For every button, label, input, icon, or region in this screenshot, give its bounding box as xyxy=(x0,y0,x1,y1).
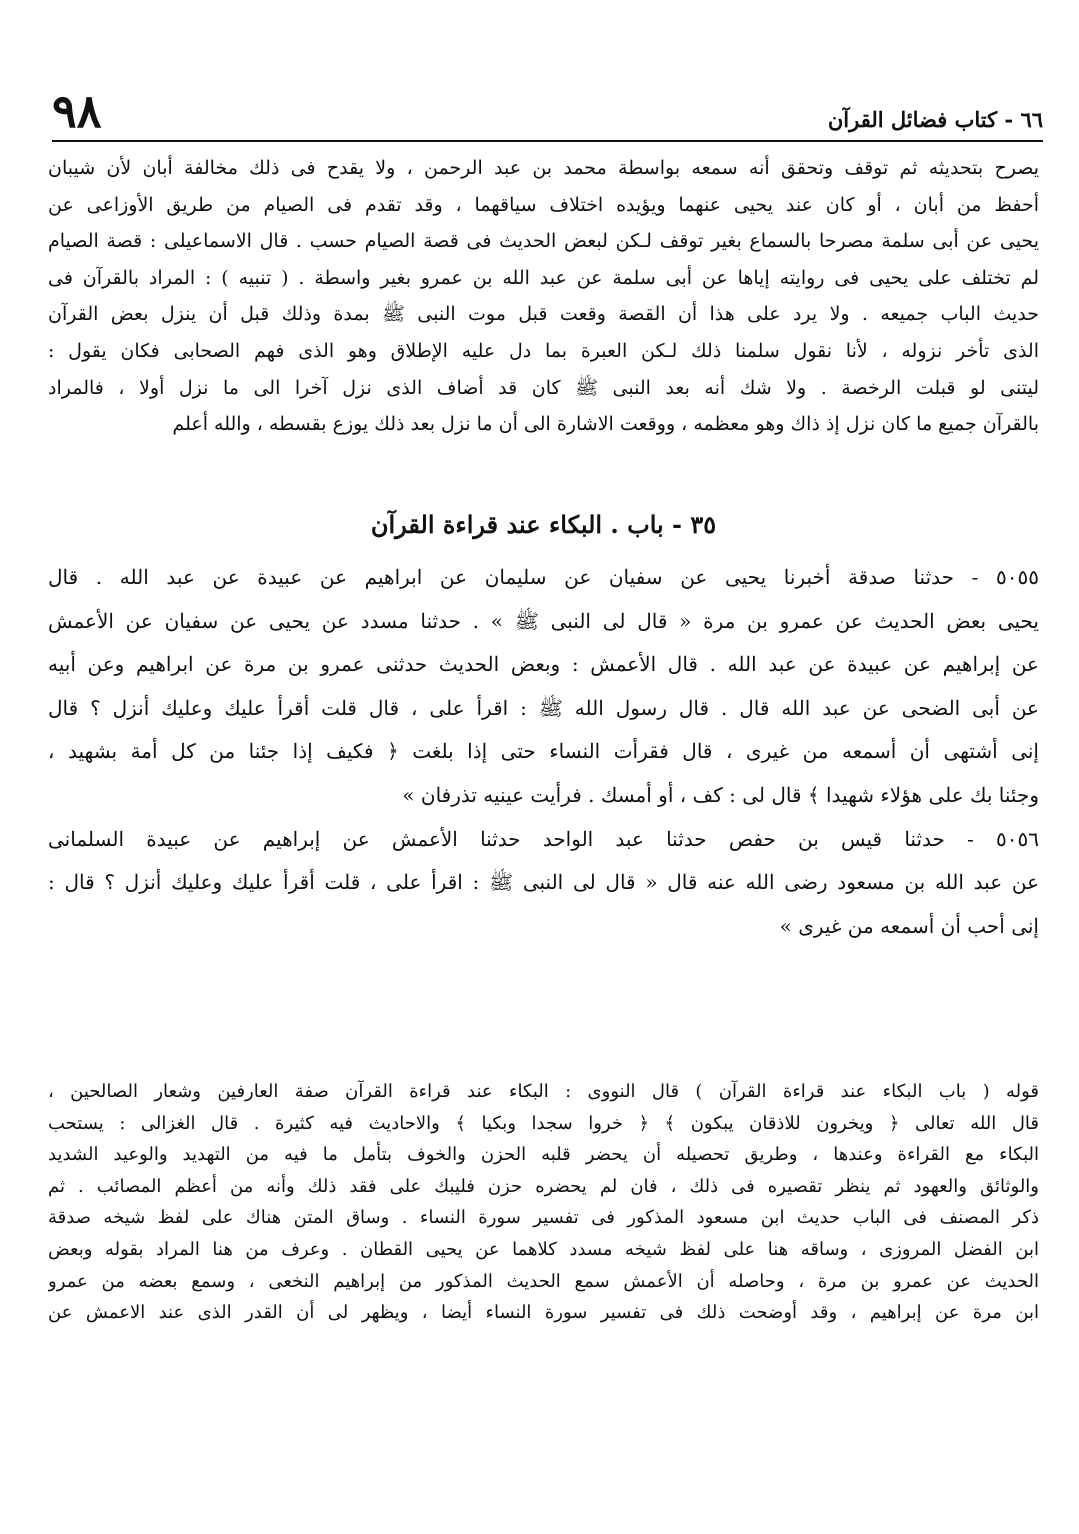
text-line: ذكر المصنف فى الباب حديث ابن مسعود المذكور فى تفسير سورة النساء . وساق المتن هناك على لفظ شيخه صدقة xyxy=(48,1207,1039,1229)
page-number: ٩٨ xyxy=(52,84,102,138)
text-line: وجئنا بك على هؤلاء شهيدا ﴾ قال لى : كف ، أو أمسك . فرأيت عينيه تذرفان » xyxy=(402,782,1039,807)
text-line: عن إبراهيم عن عبيدة عن عبد الله . قال الأعمش : وبعض الحديث حدثنى عمرو بن مرة عن ابراهيم وعن أبيه xyxy=(48,652,1039,677)
text-line: أحفظ من أبان ، أو كان عند يحيى عنهما ويؤيده اختلاف سياقهما ، وقد تقدم فى الصيام من طريق الأوزاعى عن xyxy=(48,193,1039,216)
running-title: ٦٦ - كتاب فضائل القرآن xyxy=(827,107,1043,132)
text-line: قوله ( باب البكاء عند قراءة القرآن ) قال النووى : البكاء عند قراءة القرآن صفة العارفين وشعار الصالحين ، xyxy=(48,1081,1039,1102)
text-line: قال الله تعالى ﴿ ويخرون للاذقان يبكون ﴾ ﴿ خروا سجدا وبكيا ﴾ والاحاديث فيه كثيرة . قال الغزالى : يستحب xyxy=(48,1112,1039,1134)
text-line: حديث الباب جميعه . ولا يرد على هذا أن القصة وقعت قبل موت النبى ﷺ بمدة وذلك قبل أن ينزل بعض القرآن xyxy=(48,303,1039,326)
text-line: لم تختلف على يحيى فى روايته إياها عن أبى سلمة عن عبد الله بن عمرو بغير واسطة . ( تنبيه ) : المراد بالقرآن فى xyxy=(48,266,1039,289)
text-line: البكاء مع القراءة وعندها ، وطريق تحصيله أن يحضر قلبه الحزن والخوف بتأمل ما فيه من التهديد والوعيد الشديد xyxy=(48,1144,1039,1166)
text-line: يصرح بتحديثه ثم توقف وتحقق أنه سمعه بواسطة محمد بن عبد الرحمن ، ولا يقدح فى ذلك مخالفة أبان لأن شيبان xyxy=(48,157,1039,179)
text-line: عن عبد الله بن مسعود رضى الله عنه قال « قال لى النبى ﷺ : اقرأ على ، قلت أقرأ عليك وعليك أنزل ؟ قال : xyxy=(48,870,1039,895)
text-line: ليتنى لو قبلت الرخصة . ولا شك أنه بعد النبى ﷺ كان قد أضاف الذى نزل آخرا الى ما نزل أولا ، فالمراد xyxy=(48,376,1039,399)
commentary-bottom xyxy=(48,1076,1039,1329)
text-line: الذى تأخر نزوله ، لأنا نقول سلمنا ذلك لـكن العبرة بما دل عليه الإطلاق وهو الذى فهم الصحابى فكان يقول : xyxy=(48,339,1039,362)
text-line: ٥٠٥٥ - حدثنا صدقة أخبرنا يحيى عن سفيان عن سليمان عن ابراهيم عن عبيدة عن عبد الله . قال xyxy=(48,565,1039,589)
text-line: ابن مرة عن إبراهيم ، وقد أوضحت ذلك فى تفسير سورة النساء أيضا ، ويظهر لى أن القدر الذى عند الاعمش عن xyxy=(48,1302,1039,1324)
chapter-heading: ٣٥ - باب . البكاء عند قراءة القرآن xyxy=(370,510,717,539)
text-line: عن أبى الضحى عن عبد الله قال . قال رسول الله ﷺ : اقرأ على ، قال قلت أقرأ عليك وعليك أنزل ؟ قال xyxy=(48,695,1039,720)
text-line: إنى أشتهى أن أسمعه من غيرى ، قال فقرأت النساء حتى إذا بلغت ﴿ فكيف إذا جئنا من كل أمة بشهيد ، xyxy=(48,739,1039,764)
text-line: يحيى بعض الحديث عن عمرو بن مرة « قال لى النبى ﷺ » . حدثنا مسدد عن يحيى عن سفيان عن الأعمش xyxy=(48,608,1039,633)
text-line: إنى أحب أن أسمعه من غيرى » xyxy=(779,913,1039,938)
commentary-top xyxy=(48,150,1039,443)
text-line: ٥٠٥٦ - حدثنا قيس بن حفص حدثنا عبد الواحد حدثنا الأعمش عن إبراهيم عن عبيدة السلمانى xyxy=(48,826,1039,851)
text-line: الحديث عن عمرو بن مرة ، وحاصله أن الأعمش سمع الحديث المذكور من إبراهيم النخعى ، وسمع بعضه من عمرو xyxy=(48,1270,1039,1292)
text-line: بالقرآن جميع ما كان نزل إذ ذاك وهو معظمه ، ووقعت الاشارة الى أن ما نزل بعد ذلك يوزع بقسطه ، والله أعلم xyxy=(172,413,1039,436)
text-line: والوثائق والعهود ثم ينظر تقصيره فى ذلك ، فان لم يحضره حزن فليبك على فقد ذلك وأنه من أعظم المصائب . ثم xyxy=(48,1175,1039,1197)
hadith-text xyxy=(48,556,1039,948)
text-line: يحيى عن أبى سلمة مصرحا بالسماع بغير توقف لـكن لبعض الحديث فى قصة الصيام حسب . قال الاسماعيلى : قصة الصيام xyxy=(48,230,1039,253)
page-header xyxy=(52,82,1043,142)
text-line: ابن الفضل المروزى ، وساقه هنا على لفظ شيخه مسدد كلاهما عن يحيى القطان . وعرف من هنا المراد بقوله وبعض xyxy=(48,1238,1039,1260)
